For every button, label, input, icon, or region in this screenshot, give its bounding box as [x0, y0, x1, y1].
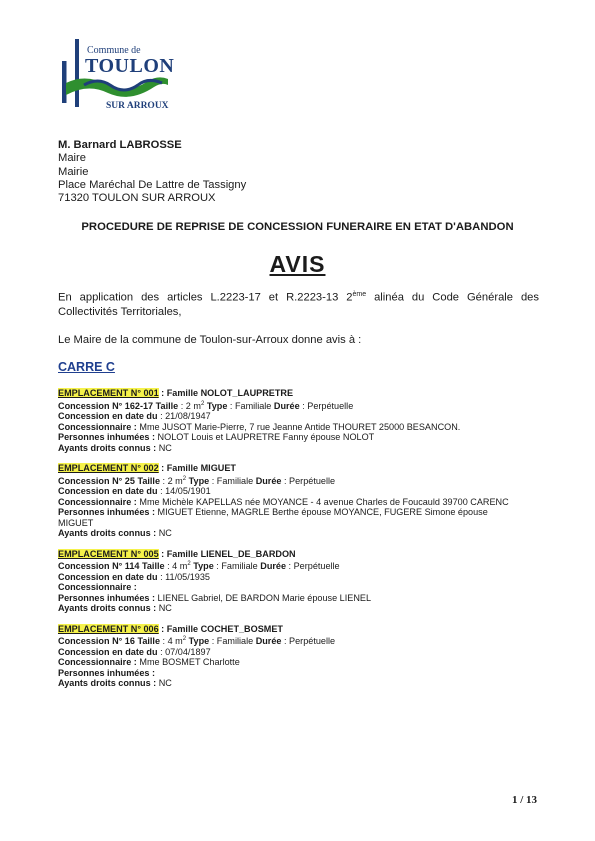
page-number: 1 / 13 [512, 794, 538, 806]
concession-label: Concession N° 16 Taille [58, 636, 161, 647]
entry-ayants-line [58, 603, 539, 614]
duree-value: : Perpétuelle [281, 636, 336, 647]
intro-sup: ème [352, 291, 367, 298]
sender-line: Mairie [58, 165, 89, 178]
taille-value: : 2 m [160, 475, 183, 486]
concession-entry [58, 388, 539, 453]
type-label: Type [186, 475, 210, 486]
taille-value: : 4 m [164, 561, 188, 572]
ayants-label: Ayants droits connus : [58, 678, 157, 689]
concession-entry [58, 463, 539, 539]
personnes-value: LIENEL Gabriel, DE BARDON Marie épouse LIENEL [155, 592, 372, 603]
emplacement-label: EMPLACEMENT N° 001 [58, 388, 159, 398]
entry-concessionnaire-line [58, 582, 539, 593]
emplacement-label: EMPLACEMENT N° 002 [58, 463, 159, 474]
commune-logo [58, 37, 188, 117]
ayants-value: NC [156, 678, 172, 689]
entry-ayants-line [58, 678, 539, 689]
date-label: Concession en date du [58, 571, 158, 582]
date-label: Concession en date du [58, 646, 158, 657]
ayants-value: NC [156, 603, 172, 614]
entry-ayants-line [58, 528, 539, 539]
logo-sub-text: SUR ARROUX [106, 101, 169, 111]
entry-concessionnaire-line [58, 497, 539, 508]
entry-header [58, 624, 539, 635]
concessionnaire-value: Mme BOSMET Charlotte [136, 657, 240, 668]
personnes-value: NOLOT Louis et LAUPRETRE Fanny épouse NOLOT [155, 432, 375, 443]
emplacement-label: EMPLACEMENT N° 006 [58, 623, 159, 634]
concession-entry [58, 549, 539, 614]
type-label: Type [186, 636, 210, 647]
ayants-label: Ayants droits connus : [58, 528, 157, 539]
type-value: : Familiale [213, 561, 261, 572]
concessionnaire-value: Mme JUSOT Marie-Pierre, 7 rue Jeanne Antide THOURET 25000 BESANCON. [136, 421, 461, 432]
carre-heading: CARRE C [58, 360, 115, 374]
concessionnaire-label: Concessionnaire : [58, 496, 137, 507]
procedure-title: PROCEDURE DE REPRISE DE CONCESSION FUNERAIRE EN ETAT D'ABANDON [81, 221, 514, 233]
personnes-label: Personnes inhumées : [58, 432, 156, 443]
date-value: : 07/04/1897 [157, 646, 211, 657]
taille-sup: 2 [182, 636, 187, 643]
entry-personnes-line [58, 593, 539, 604]
sender-line: Maire [58, 152, 86, 165]
date-label: Concession en date du [58, 486, 158, 497]
duree-label: Durée [255, 636, 282, 647]
taille-sup: 2 [187, 561, 191, 568]
type-value: : Familiale [209, 636, 256, 647]
entry-concession-line [58, 559, 539, 572]
duree-label: Durée [260, 561, 287, 572]
logo-commune-text: Commune de [87, 45, 141, 56]
entry-concession-line [58, 399, 539, 412]
entry-header [58, 463, 539, 474]
ayants-label: Ayants droits connus : [58, 603, 157, 614]
entry-date-line [58, 647, 539, 658]
avis-heading: AVIS [269, 251, 326, 277]
duree-value: : Perpétuelle [281, 475, 336, 486]
notice-paragraph: Le Maire de la commune de Toulon-sur-Arroux donne avis à : [58, 334, 362, 346]
concession-entry [58, 624, 539, 689]
personnes-value: MIGUET Etienne, MAGRLE Berthe épouse MOYANCE, FUGERE Simone épouse MIGUET [58, 507, 488, 528]
sender-name: M. Barnard LABROSSE [58, 139, 182, 151]
entry-concessionnaire-line [58, 657, 539, 668]
ayants-value: NC [156, 442, 172, 453]
entry-personnes-line [58, 507, 539, 528]
duree-value: : Perpétuelle [286, 561, 340, 572]
famille-label: : Famille NOLOT_LAUPRETRE [158, 388, 294, 398]
famille-label: : Famille LIENEL_DE_BARDON [158, 548, 296, 559]
date-value: : 21/08/1947 [157, 411, 211, 422]
date-label: Concession en date du [58, 411, 158, 422]
concession-label: Concession N° 25 Taille [58, 475, 161, 486]
concessionnaire-label: Concessionnaire : [58, 657, 137, 668]
sender-block [58, 139, 246, 205]
type-label: Type [204, 400, 228, 411]
type-label: Type [190, 561, 214, 572]
personnes-label: Personnes inhumées : [58, 667, 156, 678]
intro-text-b: alinéa du Code Générale des Collectivités Territoriales, [58, 291, 539, 319]
entry-personnes-line [58, 668, 539, 679]
ayants-label: Ayants droits connus : [58, 442, 157, 453]
entry-concessionnaire-line [58, 422, 539, 433]
taille-sup: 2 [200, 400, 205, 407]
intro-text-a: En application des articles L.2223-17 et R.2223-13 2 [58, 291, 353, 304]
entry-concession-line [58, 474, 539, 487]
emplacement-label: EMPLACEMENT N° 005 [58, 548, 159, 559]
type-value: : Familiale [227, 400, 274, 411]
ayants-value: NC [156, 528, 172, 539]
entry-ayants-line [58, 443, 539, 454]
taille-sup: 2 [182, 475, 187, 482]
concession-label: Concession N° 162-17 Taille [58, 400, 179, 411]
entry-date-line [58, 572, 539, 583]
taille-value: : 4 m [160, 636, 183, 647]
date-value: : 14/05/1901 [157, 486, 211, 497]
entry-header [58, 388, 539, 399]
duree-label: Durée [255, 475, 282, 486]
entry-date-line [58, 486, 539, 497]
intro-paragraph [58, 288, 539, 320]
personnes-label: Personnes inhumées : [58, 592, 156, 603]
taille-value: : 2 m [178, 400, 201, 411]
concession-label: Concession N° 114 Taille [58, 561, 165, 572]
famille-label: : Famille COCHET_BOSMET [158, 623, 283, 634]
sender-line: Place Maréchal De Lattre de Tassigny [58, 178, 247, 191]
entry-header [58, 549, 539, 560]
famille-label: : Famille MIGUET [158, 463, 236, 474]
concessionnaire-value: Mme Michèle KAPELLAS née MOYANCE - 4 avenue Charles de Foucauld 39700 CARENC [136, 496, 509, 507]
entry-personnes-line [58, 432, 539, 443]
personnes-label: Personnes inhumées : [58, 507, 156, 518]
date-value: : 11/05/1935 [157, 571, 210, 582]
entry-concession-line [58, 634, 539, 647]
type-value: : Familiale [209, 475, 256, 486]
logo-town-text: TOULON [85, 55, 175, 77]
sender-line: 71320 TOULON SUR ARROUX [58, 192, 216, 205]
concessionnaire-label: Concessionnaire : [58, 421, 137, 432]
duree-value: : Perpétuelle [299, 400, 354, 411]
entry-date-line [58, 411, 539, 422]
duree-label: Durée [273, 400, 300, 411]
entries-list [58, 388, 539, 699]
concessionnaire-label: Concessionnaire : [58, 582, 137, 593]
